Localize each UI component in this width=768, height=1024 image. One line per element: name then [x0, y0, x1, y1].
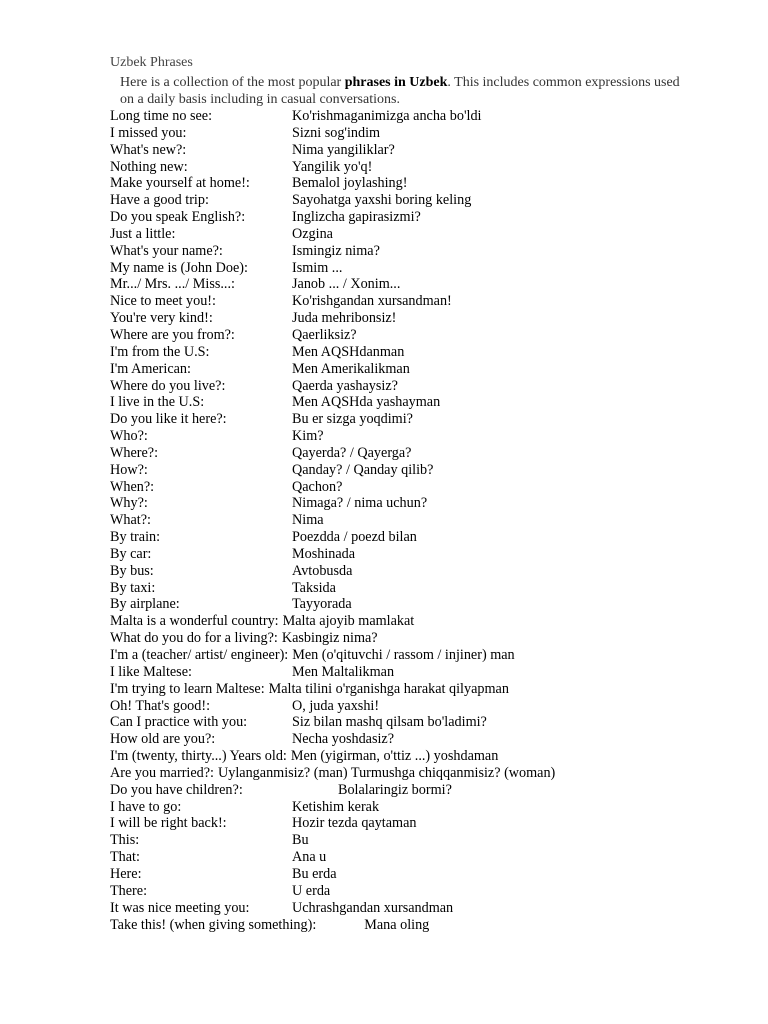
phrase-uzbek: Juda mehribonsiz! [292, 310, 397, 327]
phrase-english: Who?: [110, 428, 148, 445]
phrase-english: I'm a (teacher/ artist/ engineer): [110, 647, 289, 663]
phrase-row [110, 849, 670, 866]
phrase-english: What's new?: [110, 141, 187, 158]
phrase-row [110, 866, 670, 883]
phrase-english: Nothing new: [110, 158, 188, 175]
phrase-row [110, 125, 670, 142]
phrase-row [110, 108, 670, 125]
phrase-row [110, 462, 670, 479]
phrase-uzbek: Siz bilan mashq qilsam bo'ladimi? [292, 714, 487, 731]
phrase-uzbek: U erda [292, 882, 331, 899]
phrase-uzbek: Mana oling [364, 916, 430, 933]
phrase-row [110, 596, 670, 613]
phrase-row [110, 344, 670, 361]
phrase-english: Here: [110, 865, 142, 882]
intro-bold-text: phrases in Uzbek [344, 75, 448, 90]
phrase-english: Why?: [110, 495, 148, 512]
phrase-english: There: [110, 882, 148, 899]
phrase-uzbek: Nima yangiliklar? [292, 141, 395, 158]
phrase-row [110, 159, 670, 176]
phrase-row [110, 479, 670, 496]
phrase-uzbek: Bu [292, 832, 309, 849]
phrase-list [110, 108, 670, 933]
phrase-uzbek: Men Amerikalikman [292, 360, 410, 377]
phrase-english: That: [110, 849, 140, 866]
phrase-row [110, 310, 670, 327]
phrase-uzbek: Kasbingiz nima? [281, 630, 378, 647]
phrase-uzbek: Ko'rishgandan xursandman! [292, 293, 452, 310]
phrase-uzbek: Men (yigirman, o'ttiz ...) yoshdaman [290, 748, 499, 765]
intro-text-1: Here is a collection of the most popular [120, 75, 345, 90]
phrase-uzbek: Ko'rishmaganimizga ancha bo'ldi [292, 108, 482, 124]
phrase-uzbek: Ana u [292, 849, 327, 866]
phrase-english: It was nice meeting you: [110, 899, 250, 916]
phrase-row [110, 495, 670, 512]
phrase-english: By train: [110, 529, 161, 546]
phrase-english: I live in the U.S: [110, 394, 205, 411]
phrase-uzbek: Moshinada [292, 545, 356, 562]
phrase-english: Long time no see: [110, 108, 213, 124]
phrase-english: By bus: [110, 562, 154, 579]
phrase-uzbek: Men AQSHdanman [292, 343, 405, 360]
phrase-row [110, 765, 670, 782]
phrase-english: Take this! (when giving something): [110, 916, 317, 933]
phrase-row [110, 276, 670, 293]
phrase-row [110, 748, 670, 765]
phrase-english: Nice to meet you!: [110, 293, 216, 310]
phrase-uzbek: Inglizcha gapirasizmi? [292, 209, 421, 226]
phrase-uzbek: Qaerda yashaysiz? [292, 377, 398, 394]
phrase-row [110, 243, 670, 260]
phrase-uzbek: Yangilik yo'q! [292, 158, 373, 175]
phrase-row [110, 799, 670, 816]
phrase-uzbek: Men AQSHda yashayman [292, 394, 441, 411]
phrase-english: Oh! That's good!: [110, 697, 211, 714]
phrase-english: You're very kind!: [110, 310, 213, 327]
phrase-uzbek: Malta tilini o'rganishga harakat qilyapman [268, 680, 509, 697]
phrase-english: Do you speak English?: [110, 209, 246, 226]
phrase-english: Do you like it here?: [110, 411, 227, 428]
phrase-uzbek: Poezdda / poezd bilan [292, 529, 417, 546]
phrase-english: What do you do for a living?: [110, 630, 278, 647]
phrase-english: I like Maltese: [110, 663, 192, 680]
phrase-uzbek: Qaerliksiz? [292, 326, 357, 343]
phrase-uzbek: Ismingiz nima? [292, 242, 380, 259]
phrase-uzbek: Nima [292, 512, 324, 529]
phrase-english: Just a little: [110, 225, 176, 242]
phrase-english: How?: [110, 461, 148, 478]
phrase-row [110, 580, 670, 597]
phrase-uzbek: Ozgina [292, 225, 333, 242]
phrase-row [110, 192, 670, 209]
phrase-uzbek: Taksida [292, 579, 336, 596]
phrase-english: Have a good trip: [110, 192, 209, 209]
phrase-uzbek: Kim? [292, 428, 324, 445]
phrase-row [110, 698, 670, 715]
phrase-row [110, 681, 670, 698]
phrase-uzbek: Bu erda [292, 865, 337, 882]
intro-paragraph [120, 74, 680, 108]
phrase-uzbek: Bu er sizga yoqdimi? [292, 411, 413, 428]
phrase-row [110, 428, 670, 445]
phrase-uzbek: Necha yoshdasiz? [292, 731, 395, 748]
phrase-english: I'm trying to learn Maltese: [110, 680, 265, 697]
phrase-row [110, 327, 670, 344]
phrase-english: I missed you: [110, 124, 187, 141]
phrase-english: By car: [110, 545, 152, 562]
phrase-english: By airplane: [110, 596, 180, 613]
phrase-english: Make yourself at home!: [110, 175, 250, 192]
phrase-row [110, 226, 670, 243]
phrase-row [110, 613, 670, 630]
phrase-row [110, 361, 670, 378]
phrase-uzbek: Qayerda? / Qayerga? [292, 444, 412, 461]
phrase-english: Where do you live?: [110, 377, 226, 394]
phrase-row [110, 411, 670, 428]
phrase-uzbek: Malta ajoyib mamlakat [282, 613, 415, 630]
phrase-row [110, 563, 670, 580]
phrase-uzbek: Tayyorada [292, 596, 352, 613]
phrase-english: What?: [110, 512, 151, 529]
phrase-row [110, 546, 670, 563]
phrase-uzbek: Ismim ... [292, 259, 343, 276]
phrase-row [110, 260, 670, 277]
phrase-row [110, 529, 670, 546]
phrase-uzbek: Qanday? / Qanday qilib? [292, 461, 434, 478]
phrase-row [110, 445, 670, 462]
phrase-english: My name is (John Doe): [110, 259, 248, 276]
phrase-uzbek: Men Maltalikman [292, 663, 395, 680]
phrase-english: By taxi: [110, 579, 156, 596]
phrase-row [110, 900, 670, 917]
phrase-uzbek: Uylanganmisiz? (man) Turmushga chiqqanmisiz? (woman) [218, 764, 556, 781]
phrase-row [110, 209, 670, 226]
phrase-uzbek: Avtobusda [292, 562, 353, 579]
intro-text-2: . This includes common expressions used on a daily basis including in casual conversations. [120, 75, 680, 107]
phrase-english: What's your name?: [110, 242, 223, 259]
phrase-row [110, 664, 670, 681]
phrase-english: Where are you from?: [110, 326, 235, 343]
phrase-row [110, 394, 670, 411]
phrase-english: Are you married?: [110, 764, 214, 781]
phrase-row [110, 512, 670, 529]
phrase-english: This: [110, 832, 140, 849]
phrase-row [110, 815, 670, 832]
phrase-english: I'm American: [110, 360, 191, 377]
phrase-row [110, 378, 670, 395]
phrase-uzbek: Janob ... / Xonim... [292, 276, 401, 293]
phrase-uzbek: Men (o'qituvchi / rassom / injiner) man [292, 647, 515, 663]
phrase-uzbek: O, juda yaxshi! [292, 697, 380, 714]
phrase-row [110, 647, 670, 664]
phrase-uzbek: Ketishim kerak [292, 798, 380, 815]
phrase-english: Do you have children?: [110, 781, 243, 798]
phrase-uzbek: Nimaga? / nima uchun? [292, 495, 428, 512]
phrase-uzbek: Sayohatga yaxshi boring keling [292, 192, 472, 209]
phrase-english: I will be right back!: [110, 815, 227, 832]
phrase-row [110, 782, 670, 799]
phrase-row [110, 883, 670, 900]
phrase-uzbek: Bolalaringiz bormi? [338, 781, 452, 798]
phrase-row [110, 142, 670, 159]
phrase-uzbek: Uchrashgandan xursandman [292, 899, 454, 916]
phrase-english: Malta is a wonderful country: [110, 613, 279, 630]
phrase-uzbek: Qachon? [292, 478, 343, 495]
phrase-english: How old are you?: [110, 731, 216, 748]
phrase-english: I'm from the U.S: [110, 343, 210, 360]
phrase-english: Can I practice with you: [110, 714, 248, 731]
phrase-uzbek: Hozir tezda qaytaman [292, 815, 417, 832]
phrase-row [110, 731, 670, 748]
phrase-row [110, 293, 670, 310]
phrase-row [110, 175, 670, 192]
phrase-english: I'm (twenty, thirty...) Years old: [110, 748, 287, 765]
page-title: Uzbek Phrases [110, 55, 193, 70]
phrase-row [110, 917, 670, 934]
phrase-uzbek: Sizni sog'indim [292, 124, 381, 141]
phrase-english: When?: [110, 478, 155, 495]
phrase-uzbek: Bemalol joylashing! [292, 175, 408, 192]
phrase-english: I have to go: [110, 798, 182, 815]
phrase-english: Mr.../ Mrs. .../ Miss...: [110, 276, 235, 293]
phrase-row [110, 714, 670, 731]
phrase-english: Where?: [110, 444, 159, 461]
phrase-row [110, 630, 670, 647]
phrase-row [110, 832, 670, 849]
